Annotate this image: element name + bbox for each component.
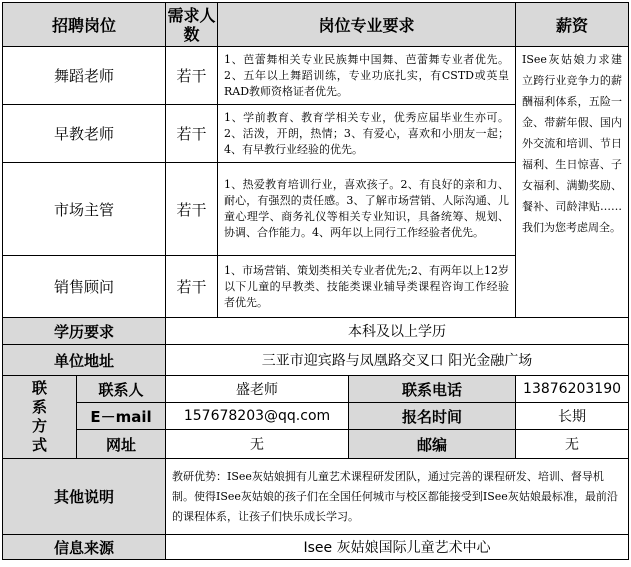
job-requirements: 1、芭蕾舞相关专业民族舞中国舞、芭蕾舞专业者优先。2、五年以上舞蹈训练，专业功底扎实，有CSTD或英皇RAD教师资格证者优先。 [218,47,516,105]
source-value: Isee 灰姑娘国际儿童艺术中心 [166,535,629,560]
header-row [3,3,629,47]
address-value: 三亚市迎宾路与凤凰路交叉口 阳光金融广场 [166,345,629,376]
job-position: 早教老师 [3,105,166,163]
education-label: 学历要求 [3,318,166,345]
contact-person-value: 盛老师 [166,376,349,403]
job-headcount: 若干 [166,163,218,256]
signup-time-value: 长期 [516,403,629,430]
job-requirements: 1、市场营销、策划类相关专业者优先;2、有两年以上12岁以下儿童的早教类、技能类课业辅导类课程咨询工作经验者优先。 [218,256,516,318]
contact-row [3,403,629,430]
salary-header: 薪资 [516,3,629,47]
requirements-header: 岗位专业要求 [218,3,516,47]
signup-time-label: 报名时间 [349,403,516,430]
postcode-label: 邮编 [349,430,516,459]
contact-label-char: 联 [31,379,47,397]
job-position: 市场主管 [3,163,166,256]
website-value: 无 [166,430,349,459]
job-requirements: 1、热爱教育培训行业，喜欢孩子。2、有良好的亲和力、耐心，有强烈的责任感。3、了解市场营销、人际沟通、儿童心理学、商务礼仪等相关专业知识，具备统筹、规划、协调、合作能力。4、两年以上同行工作经验者优先。 [218,163,516,256]
contact-method-label [3,376,77,459]
salary-description: ISee灰姑娘力求建立跨行业竞争力的薪酬福利体系，五险一金、带薪年假、国内外交流和培训、节日福利、生日惊喜、子女福利、满勤奖励、餐补、司龄津贴……我们为您考虑周全。 [516,47,629,318]
other-label: 其他说明 [3,459,166,535]
job-position: 舞蹈老师 [3,47,166,105]
contact-row [3,376,629,403]
headcount-header: 需求人数 [166,3,218,47]
contact-label-char: 方 [31,417,47,435]
job-headcount: 若干 [166,47,218,105]
other-value: 教研优势：ISee灰姑娘拥有儿童艺术课程研发团队，通过完善的课程研发、培训、督导机制。使得ISee灰姑娘的孩子们在全国任何城市与校区都能接受到ISee灰姑娘最标准，最前沿的课程体系，让孩子们快乐成长学习。 [166,459,629,535]
email-label: E－mail [77,403,166,430]
job-requirements: 1、学前教育、教育学相关专业，优秀应届毕业生亦可。2、活泼，开朗，热情；3、有爱心，喜欢和小朋友一起；4、有早教行业经验的优先。 [218,105,516,163]
postcode-value: 无 [516,430,629,459]
contact-label-char: 系 [31,398,47,416]
job-headcount: 若干 [166,105,218,163]
phone-value: 13876203190 [516,376,629,403]
contact-row [3,430,629,459]
source-label: 信息来源 [3,535,166,560]
position-header: 招聘岗位 [3,3,166,47]
source-row [3,535,629,560]
job-position: 销售顾问 [3,256,166,318]
contact-label-char: 式 [31,436,47,454]
phone-label: 联系电话 [349,376,516,403]
education-row [3,318,629,345]
contact-person-label: 联系人 [77,376,166,403]
other-row [3,459,629,535]
address-row [3,345,629,376]
recruitment-table [2,2,629,560]
email-value: 157678203@qq.com [166,403,349,430]
website-label: 网址 [77,430,166,459]
address-label: 单位地址 [3,345,166,376]
job-headcount: 若干 [166,256,218,318]
job-row [3,47,629,105]
education-value: 本科及以上学历 [166,318,629,345]
